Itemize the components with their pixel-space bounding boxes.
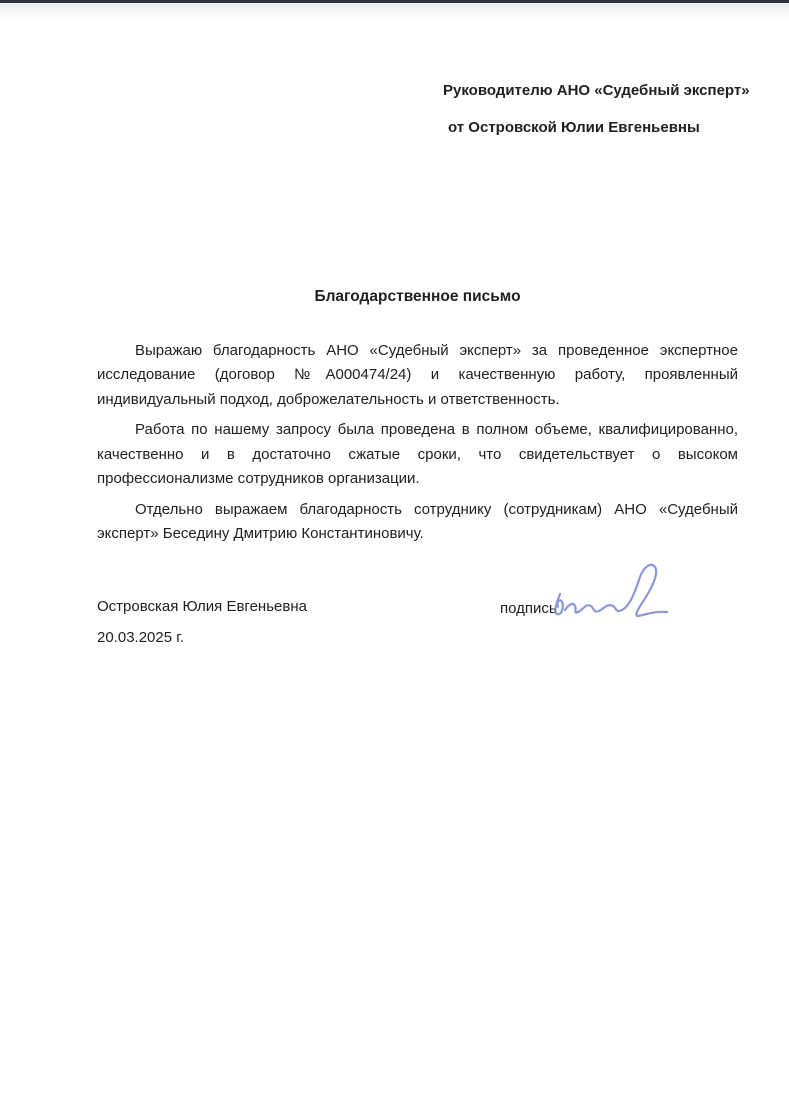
letter-body <box>97 339 738 553</box>
handwritten-signature-icon <box>549 560 675 632</box>
signature-stroke <box>555 565 667 616</box>
window-top-edge-shadow <box>0 3 789 19</box>
recipient-block <box>443 72 750 146</box>
paragraph-work-quality: Работа по нашему запросу была проведена в полном объеме, квалифицированно, качественно и в достаточно сжатые сроки, что свидетельствует о высоком профессионализме сотрудников организации. <box>97 421 738 487</box>
letter-title: Благодарственное письмо <box>314 288 521 305</box>
paragraph-gratitude: Выражаю благодарность АНО «Судебный эксперт» за проведенное экспертное исследование (договор №А000474/24) и качественную работу, проявленный индивидуальный подход, доброжелательность и ответственность. <box>97 342 738 408</box>
date-line: 20.03.2025 г. <box>97 629 185 646</box>
sender-line: от Островской Юлии Евгеньевны <box>448 119 700 136</box>
signatory-name: Островская Юлия Евгеньевна <box>97 598 307 615</box>
recipient-line: Руководителю АНО «Судебный эксперт» <box>443 82 750 99</box>
signature-label: подпись <box>500 600 557 617</box>
paragraph-employee-thanks: Отдельно выражаем благодарность сотруднику (сотрудникам) АНО «Судебный эксперт» Беседину Дмитрию Константиновичу. <box>97 500 738 543</box>
